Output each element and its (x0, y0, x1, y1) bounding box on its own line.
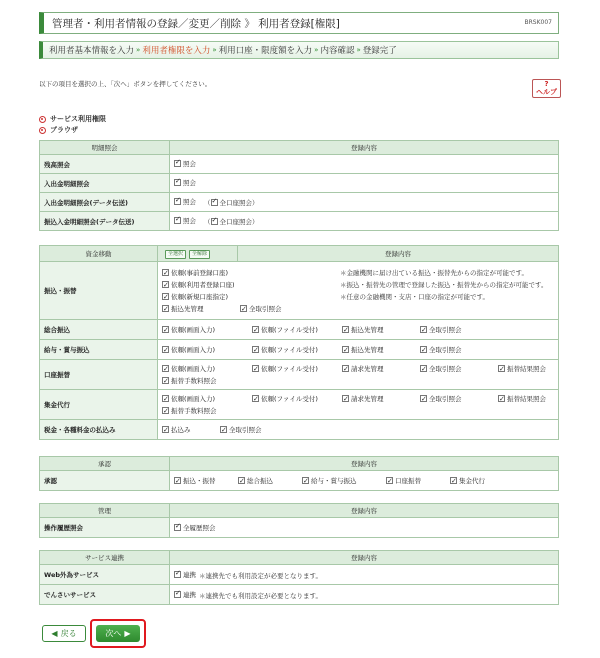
checkbox-option[interactable]: ✓ 依頼(画面入力) (162, 393, 244, 405)
row-label: 振込入金明細照会(データ伝送) (40, 212, 170, 231)
table-header: 登録内容 (170, 504, 559, 518)
radio-service-permission[interactable]: サービス利用権限 (39, 114, 106, 124)
table-header: 管理 (40, 504, 170, 518)
checkbox-option[interactable]: ✓ 照会 (174, 216, 196, 225)
radio-browser[interactable]: ブラウザ (39, 125, 78, 135)
table-header: 資金移動 (40, 246, 158, 262)
checkbox-option[interactable]: ✓ 照会 (174, 197, 196, 206)
checkbox-option[interactable]: ✓ 振替手数料照会 (162, 405, 217, 417)
checkbox-option[interactable]: ✓ 依頼(画面入力) (162, 344, 244, 356)
checkbox-option[interactable]: ✓ 依頼(画面入力) (162, 324, 244, 336)
shikin-table: 資金移動 全選択 全解除 登録内容 振込・振替 ✓ 依頼(事前登録口座) ＊金融機関に届け出ている振込・振替先からの指定が可能です。 ✓ 依頼(利用者登録口座) ＊振込・振替先の管理で登録した振込・振替先からの指定が可能です。 ✓ 依頼(新規口座指定) ＊任意の金融機関・支店・口座の指定が可能です。 ✓ 振込先管理 ✓ 全取引照会 総合振込 ✓ 依頼(画面入力) ✓ 依頼(ファイル受付) ✓ 振込先管理 ✓ 全取引照会 給与・賞与振込 ✓ 依頼(画面入力) ✓ 依頼(ファイル受付) ✓ 振込先管理 ✓ 全取引照会 口座振替 ✓ 依頼(画面入力) ✓ 依頼(ファイル受付) ✓ 請求先管理 ✓ 全取引照会 ✓ 振替結果照会 ✓ 振替手数料照会 集金代行 ✓ 依頼(画面入力) ✓ 依頼(ファイル受付) ✓ 請求先管理 ✓ 全取引照会 ✓ 振替結果照会 ✓ 振替手数料照会 税金・各種料金の払込み ✓ 払込み ✓ 全取引照会 (39, 245, 559, 440)
chevron-left-icon: ◀ (51, 629, 58, 638)
table-header: 承認 (40, 457, 170, 471)
next-button[interactable]: 次へ ▶ (96, 625, 140, 642)
step-5: 登録完了 (362, 46, 397, 56)
kanri-table (39, 503, 559, 538)
checkbox-option[interactable]: ✓ 依頼(利用者登録口座) (162, 279, 332, 291)
checkbox-option[interactable]: ✓ 依頼(事前登録口座) (162, 267, 332, 279)
checkbox-option[interactable]: ✓ 照会 (174, 159, 196, 168)
row-label: でんさいサービス (40, 585, 170, 605)
select-all-button[interactable]: 全選択 (165, 250, 186, 259)
renkei-table: サービス連携 登録内容 Web外為サービス ✓ 連携 ＊連携先でも利用設定が必要となります。 でんさいサービス ✓ 連携 ＊連携先でも利用設定が必要となります。 (39, 550, 559, 605)
checkbox-option[interactable]: ✓ 連携 (174, 590, 196, 599)
step-4: 内容確認 (320, 46, 355, 56)
row-label: 残高照会 (40, 155, 170, 174)
checkbox-option[interactable]: ✓ 振込先管理 (162, 303, 232, 315)
checkbox-option[interactable]: ✓ 全取引照会 (420, 324, 462, 336)
table-header: 登録内容 (238, 246, 559, 262)
row-label: 操作履歴照会 (40, 518, 170, 538)
help-button[interactable]: ? ヘルプ (532, 79, 561, 98)
screen-code: BRSK007 (524, 19, 552, 26)
table-header: サービス連携 (40, 551, 170, 565)
checkbox-option[interactable]: ✓ 全取引照会 (420, 393, 490, 405)
deselect-all-button[interactable]: 全解除 (189, 250, 210, 259)
checkbox-option[interactable]: ✓ 請求先管理 (342, 363, 412, 375)
checkbox-option[interactable]: ✓ 振込先管理 (342, 344, 412, 356)
radio-icon (39, 127, 46, 134)
checkbox-option[interactable]: ✓ 振替手数料照会 (162, 375, 217, 387)
checkbox-option[interactable]: ✓ 依頼(新規口座指定) (162, 291, 332, 303)
page-title-bar (39, 12, 559, 34)
row-label: 税金・各種料金の払込み (40, 420, 158, 440)
checkbox-option[interactable]: ✓ 振替結果照会 (498, 363, 546, 375)
checkbox-option[interactable]: ✓ 依頼(ファイル受付) (252, 324, 334, 336)
chevron-right-icon: ▶ (124, 629, 131, 638)
radio-icon (39, 116, 46, 123)
checkbox-option[interactable]: ✓ 払込み (162, 424, 212, 436)
next-button-highlight (90, 619, 146, 648)
checkbox-option[interactable]: ✓ 依頼(画面入力) (162, 363, 244, 375)
checkbox-option[interactable]: ✓ 照会 (174, 178, 196, 187)
checkbox-option[interactable]: ✓ 全取引照会 (240, 303, 282, 315)
checkbox-option[interactable] (211, 218, 218, 225)
progress-steps: 利用者基本情報を入力 » 利用者権限を入力 » 利用口座・限度額を入力 » 内容確認 » 登録完了 (39, 41, 559, 59)
checkbox-option[interactable]: ✓ 口座振替 (386, 475, 442, 487)
checkbox-option[interactable]: ✓ 集金代行 (450, 475, 485, 487)
table-header: 登録内容 (170, 457, 559, 471)
checkbox-option[interactable]: ✓ 依頼(ファイル受付) (252, 393, 334, 405)
row-label: Web外為サービス (40, 565, 170, 585)
checkbox-option[interactable]: ✓ 依頼(ファイル受付) (252, 344, 334, 356)
row-label: 口座振替 (40, 360, 158, 390)
checkbox-option[interactable] (211, 199, 218, 206)
row-label: 集金代行 (40, 390, 158, 420)
meisai-table: 明細照会 登録内容 残高照会 ✓ 照会 入出金明細照会 ✓ 照会 入出金明細照会(データ伝送) ✓ 照会 （ ✓ 全口座照会 ） 振込入金明細照会(データ伝送) ✓ 照会 （ ✓ 全口座照会 ） (39, 140, 559, 231)
checkbox-option[interactable]: ✓ 全取引照会 (420, 344, 462, 356)
row-label: 総合振込 (40, 320, 158, 340)
checkbox-option[interactable]: ✓ 全履歴照会 (174, 523, 216, 532)
checkbox-option[interactable]: ✓ 振込・振替 (174, 475, 230, 487)
instruction-text: 以下の項目を選択の上、「次へ」ボタンを押してください。 (39, 80, 212, 88)
table-header: 登録内容 (170, 141, 559, 155)
row-label: 給与・賞与振込 (40, 340, 158, 360)
checkbox-option[interactable]: ✓ 振込先管理 (342, 324, 412, 336)
shonin-table (39, 456, 559, 491)
page-title: 管理者・利用者情報の登録／変更／削除 》 利用者登録[権限] (52, 17, 340, 30)
checkbox-option[interactable]: ✓ 振替結果照会 (498, 393, 546, 405)
checkbox-option[interactable]: ✓ 依頼(ファイル受付) (252, 363, 334, 375)
step-3: 利用口座・限度額を入力 (218, 46, 313, 56)
checkbox-option[interactable]: ✓ 請求先管理 (342, 393, 412, 405)
checkbox-option[interactable]: ✓ 総合振込 (238, 475, 294, 487)
row-label: 承認 (40, 471, 170, 491)
step-1: 利用者基本情報を入力 (49, 46, 135, 56)
table-header: 登録内容 (170, 551, 559, 565)
checkbox-option[interactable]: ✓ 給与・賞与振込 (302, 475, 378, 487)
row-label: 入出金明細照会 (40, 174, 170, 193)
row-label: 振込・振替 (40, 262, 158, 320)
checkbox-option[interactable]: ✓ 連携 (174, 570, 196, 579)
checkbox-option[interactable]: ✓ 全取引照会 (220, 424, 262, 436)
row-label: 入出金明細照会(データ伝送) (40, 193, 170, 212)
step-2-current: 利用者権限を入力 (142, 46, 211, 56)
back-button[interactable]: ◀ 戻る (42, 625, 86, 642)
table-header: 明細照会 (40, 141, 170, 155)
checkbox-option[interactable]: ✓ 全取引照会 (420, 363, 490, 375)
